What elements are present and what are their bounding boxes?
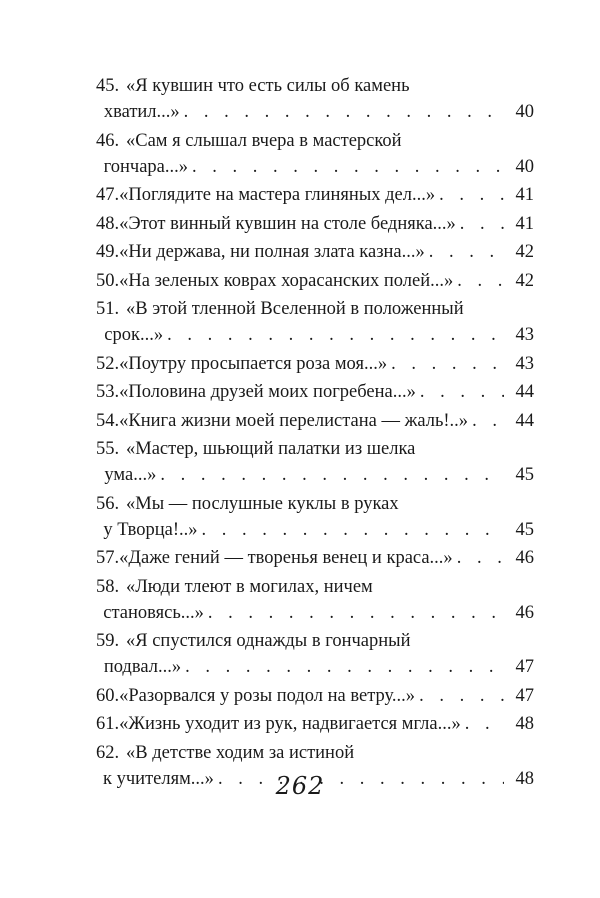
toc-entry-title: «Я спустился однажды в гончарный [126,631,411,651]
toc-entry-title: «Разорвался у розы подол на ветру...» [119,685,416,706]
toc-entry-title: «Поутру просыпается роза моя...» [119,353,388,374]
dot-leader [472,409,504,433]
toc-entry-number: 49. [96,242,120,262]
toc-entry [96,269,534,295]
toc-entry-line [96,684,534,710]
toc-entry [96,212,534,238]
toc-entry-line [96,409,534,435]
toc-entry-line [96,518,534,544]
toc-entry [96,492,534,544]
toc-entry-page: 46 [515,548,534,568]
toc-entry-title: ума...» [104,465,157,485]
toc-entry-number: 62. [96,742,120,763]
dot-leader [160,463,504,487]
toc-entry-title: к учителям...» [103,768,214,789]
toc-entry [96,240,534,266]
toc-entry-page: 48 [515,768,534,789]
dot-leader [208,601,504,625]
toc-entry-page: 45 [515,519,534,540]
toc-entry-number: 57. [96,548,120,568]
toc-entry-page: 47 [515,657,534,677]
toc-entry-line [96,492,534,518]
toc-entry-page: 42 [515,270,534,291]
toc-entry-page: 41 [515,213,534,234]
toc-entry-page: 40 [515,102,534,122]
dot-leader [184,100,504,124]
toc-entry-line [96,74,534,100]
toc-entry-title: «Жизнь уходит из рук, надвигается мгла...» [119,714,461,734]
toc-entry-line [96,297,534,323]
toc-entry-title: «Мастер, шьющий палатки из шелка [126,439,416,459]
toc-entry-title: у Творца!..» [103,519,198,540]
toc-entry [96,546,534,572]
toc-entry [96,437,534,489]
toc-entry-number: 45. [96,76,120,96]
toc-entry [96,684,534,710]
dot-leader [391,352,504,376]
toc-entry-page: 43 [515,325,534,345]
toc-entry-title: «Книга жизни моей перелистана — жаль!..» [119,410,469,431]
toc-entry [96,352,534,378]
toc-entry [96,74,534,126]
toc-entry-title: «Люди тлеют в могилах, ничем [126,576,373,597]
toc-entry-line [96,712,534,738]
dot-leader [185,655,504,679]
toc-entry-number: 58. [96,576,120,597]
toc-entry-page: 47 [515,685,534,706]
toc-entry-page: 45 [515,465,534,485]
dot-leader [167,323,504,347]
toc-entry-line [96,323,534,349]
toc-entry-number: 60. [96,685,120,706]
toc-entry [96,409,534,435]
toc-entry-title: хватил...» [103,102,180,122]
toc-entry-number: 48. [96,213,120,234]
toc-entry-line [96,546,534,572]
toc-entry-page: 44 [515,410,534,431]
toc-entry-line [96,352,534,378]
toc-entry-line [96,463,534,489]
toc-entry-line [96,212,534,238]
toc-entry-title: «Поглядите на мастера глиняных дел...» [119,185,436,205]
toc-entry [96,629,534,681]
toc-entry-number: 59. [96,631,120,651]
toc-entry-number: 55. [96,439,120,459]
toc-entry-number: 52. [96,353,120,374]
dot-leader [465,712,504,736]
toc-entry-line [96,269,534,295]
toc-entry-number: 54. [96,410,120,431]
toc-entry-page: 41 [515,185,534,205]
toc-entry [96,129,534,181]
toc-entry [96,712,534,738]
toc-entry-title: «В этой тленной Вселенной в положенный [126,299,464,319]
dot-leader [192,155,504,179]
toc-entry-title: «Я кувшин что есть силы об камень [126,76,410,96]
toc-entry-title: становясь...» [103,602,204,623]
toc-entry-page: 46 [515,602,534,623]
toc-entry-line [96,575,534,601]
dot-leader [457,546,504,570]
toc-entry-title: «Половина друзей моих погребена...» [119,382,416,402]
toc-entry-title: «На зеленых коврах хорасанских полей...» [119,270,454,291]
toc-entry-number: 51. [96,299,120,319]
page-number: 262 [275,772,325,800]
toc-entry [96,380,534,406]
toc-entry-number: 53. [96,382,120,402]
dot-leader [429,240,504,264]
toc-entry-line [96,437,534,463]
toc-entry-page: 48 [515,714,534,734]
toc-entry-page: 42 [515,242,534,262]
toc-entry-number: 46. [96,130,120,151]
toc-entry-title: гончара...» [103,156,189,177]
dot-leader [202,518,504,542]
toc-entry-title: подвал...» [103,657,182,677]
dot-leader [439,183,504,207]
toc-entry-number: 47. [96,185,120,205]
toc-entry-page: 44 [515,382,534,402]
dot-leader [457,269,504,293]
toc-entry-title: срок...» [104,325,164,345]
toc-entry-title: «Даже гений — творенья венец и краса...» [119,548,453,568]
toc-entry-line [96,155,534,181]
toc-entry-line [96,629,534,655]
toc-entry-page: 43 [515,353,534,374]
toc-entry-number: 50. [96,270,120,291]
dot-leader [419,684,504,708]
toc-entry-title: «Сам я слышал вчера в мастерской [126,130,402,151]
dot-leader [420,380,504,404]
toc-entry-title: «Ни держава, ни полная злата казна...» [119,242,425,262]
toc-entry-line [96,655,534,681]
toc-entry-title: «В детстве ходим за истиной [126,742,355,763]
toc-entry [96,575,534,627]
toc-entry [96,183,534,209]
toc-entry-line [96,129,534,155]
toc-entry-line [96,741,534,767]
toc-entry-number: 56. [96,493,120,514]
toc-entry [96,297,534,349]
toc-entry-line [96,601,534,627]
toc-entry-number: 61. [96,714,120,734]
toc-entry-title: «Этот винный кувшин на столе бедняка...» [119,213,456,234]
table-of-contents [96,74,534,795]
toc-entry-line [96,240,534,266]
toc-entry-page: 40 [515,156,534,177]
toc-entry-line [96,380,534,406]
toc-entry-title: «Мы — послушные куклы в руках [126,493,399,514]
toc-entry-line [96,183,534,209]
dot-leader [460,212,504,236]
toc-entry-line [96,100,534,126]
